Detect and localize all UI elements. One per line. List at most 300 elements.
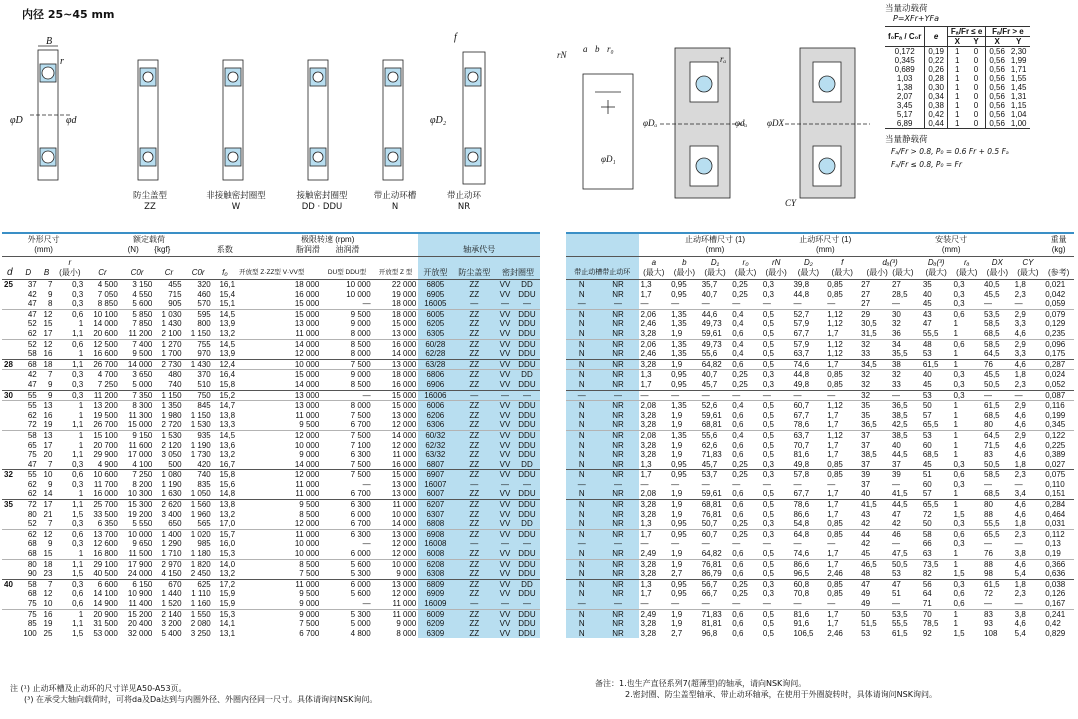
table-cell: 1,35 — [669, 309, 700, 319]
table-cell: 16 000 — [373, 339, 419, 349]
table-cell: — — [362, 539, 371, 549]
table-cell: 1 190 — [161, 479, 182, 489]
table-cell: 9 000 — [396, 569, 417, 579]
table-cell: 55 — [18, 401, 39, 411]
table-cell: 15,1 — [219, 299, 236, 309]
bore-cell — [2, 629, 18, 639]
table-cell: 1 440 — [161, 589, 182, 599]
table-cell: 58 — [27, 349, 37, 359]
table-cell: 0,042 — [1045, 289, 1066, 299]
static-formula-1: Fₐ/Fr > 0.8, P₀ = 0.6 Fr + 0.5 Fₐ — [891, 147, 1009, 156]
table-cell: 1,8 — [1014, 280, 1026, 289]
table-cell: 7 350 — [120, 390, 155, 401]
table-cell: 51,5 — [861, 619, 877, 629]
bore-cell — [2, 420, 18, 430]
table-cell: 25 — [43, 628, 53, 638]
table-cell: DDU — [514, 589, 540, 599]
table-cell: 595 — [184, 309, 213, 319]
table-cell: 8 — [47, 299, 53, 309]
table-cell: 82 — [922, 569, 932, 579]
table-cell: 0,5 — [761, 609, 792, 619]
table-cell: — — [598, 299, 639, 309]
table-cell: — — [669, 390, 700, 401]
table-cell: 47,5 — [891, 549, 908, 559]
table-cell: 96,8 — [701, 628, 718, 638]
table-cell: 5,4 — [1014, 628, 1026, 638]
table-cell: 81,6 — [791, 609, 825, 619]
table-cell: 0,5 — [761, 430, 792, 440]
table-cell: 7 500 — [350, 459, 371, 469]
table-cell: 1,9 — [669, 500, 700, 510]
hdr-grease-sub: 开放型 Z·ZZ型 V·VV型 — [237, 257, 321, 280]
table-cell: 13 700 — [85, 529, 120, 539]
table-cell: 1 080 — [154, 470, 183, 480]
table-cell: 0,6 — [953, 589, 965, 599]
table-cell: 0,3 — [54, 579, 85, 589]
table-cell: 1 530 — [190, 420, 211, 430]
table-cell: 1 820 — [184, 559, 213, 569]
table-cell: 11 300 — [128, 410, 153, 420]
table-cell: 970 — [197, 349, 211, 359]
table-cell: 26 700 — [93, 420, 118, 430]
table-row — [2, 519, 540, 529]
table-cell: 4,6 — [1014, 410, 1026, 420]
table-cell: 15,4 — [219, 289, 236, 299]
table-cell: 75 — [27, 599, 37, 608]
table-cell: 0,25 — [730, 579, 761, 589]
table-cell: 6208 — [418, 559, 452, 569]
table-cell: 0,151 — [1045, 489, 1066, 499]
table-cell: 7 850 — [132, 319, 153, 329]
table-cell: NR — [598, 579, 639, 589]
table-cell: — — [362, 479, 371, 489]
table-row — [2, 420, 540, 430]
table-cell: 0,235 — [1045, 328, 1066, 338]
table-cell: 0,6 — [730, 559, 761, 569]
table-cell: 0,3 — [951, 390, 982, 401]
table-cell: — — [891, 599, 900, 608]
table-cell: 15 200 — [120, 609, 155, 619]
table-cell: 22 000 — [391, 280, 417, 289]
table-cell: 62 — [27, 328, 37, 338]
table-cell: 1 — [953, 410, 958, 420]
table-row — [2, 430, 540, 440]
table-cell: 1 560 — [184, 500, 213, 510]
table-cell: 4,6 — [1013, 559, 1044, 569]
label-b: b — [595, 44, 600, 54]
table-cell: 80 — [984, 420, 993, 430]
table-cell: 0,5 — [761, 339, 792, 349]
table-cell: 0,5 — [762, 420, 774, 430]
table-row — [566, 339, 1074, 349]
table-cell: 15 000 — [237, 370, 321, 380]
table-cell: 50,7 — [701, 519, 718, 529]
table-cell: 9 — [39, 390, 55, 401]
table-cell: 1,9 — [671, 328, 683, 338]
table-cell: 1 700 — [161, 349, 182, 359]
table-cell: 60/32 — [418, 430, 452, 440]
dyn-load-cell: 0,22 — [925, 56, 948, 65]
table-cell: 40 — [861, 489, 871, 499]
table-cell: 7 050 — [97, 289, 118, 299]
hdr-a: a (最大) — [639, 257, 670, 280]
table-cell: NR — [598, 519, 639, 529]
table-cell: — — [566, 299, 598, 309]
table-cell: 38,5 — [861, 450, 877, 460]
table-row — [566, 470, 1074, 480]
table-cell: 0,464 — [1045, 509, 1066, 519]
table-cell: — — [793, 479, 802, 489]
dyn-load-cell: 0,56 — [989, 83, 1005, 92]
table-cell: 6 150 — [120, 579, 155, 589]
hdr-groove: 止动环槽尺寸 (1) (mm) — [639, 233, 792, 257]
table-cell: 62,6 — [701, 440, 718, 450]
table-cell: N — [566, 500, 598, 510]
table-cell: 16 800 — [93, 549, 118, 559]
table-cell: N — [566, 420, 598, 430]
table-cell: 10 000 — [294, 549, 320, 559]
table-cell: 16 — [43, 349, 53, 359]
table-cell: 10 100 — [85, 309, 120, 319]
table-cell: 1 — [54, 430, 85, 440]
table-row — [566, 319, 1074, 329]
table-cell: 2 140 — [154, 609, 183, 619]
table-row — [2, 559, 540, 569]
table-cell: 0,175 — [1045, 349, 1066, 359]
dyn-load-cell: 1 — [955, 92, 960, 101]
table-row — [566, 500, 1074, 510]
table-cell: 13,2 — [219, 328, 236, 338]
table-cell: NR — [598, 510, 639, 520]
table-cell: 15,3 — [219, 549, 236, 559]
table-cell: 56 — [921, 579, 952, 589]
table-cell: — — [496, 299, 514, 309]
table-cell: 6308 — [418, 569, 452, 579]
table-cell: 8 200 — [132, 479, 153, 489]
table-cell: 9 500 — [299, 420, 320, 430]
table-cell: 0,85 — [825, 579, 859, 589]
table-cell: 3 250 — [190, 628, 211, 638]
table-cell: 1,1 — [72, 420, 84, 430]
table-cell: — — [598, 599, 639, 609]
table-cell: VV — [496, 420, 514, 430]
table-cell: 16006 — [418, 390, 452, 401]
table-cell: 59,61 — [701, 410, 722, 420]
table-cell: 0,85 — [825, 370, 859, 380]
table-cell: 1 — [951, 359, 982, 370]
label-d: φd — [66, 115, 77, 126]
table-cell: 1 150 — [190, 328, 211, 338]
table-cell: 0,096 — [1043, 339, 1074, 349]
table-cell: — — [701, 299, 710, 309]
table-cell: 8 000 — [321, 401, 372, 411]
table-cell: 565 — [197, 519, 211, 529]
table-cell: 62 — [27, 479, 37, 489]
bore-cell — [2, 510, 18, 520]
table-cell: 0,829 — [1045, 628, 1066, 638]
table-cell: 16 600 — [93, 349, 118, 359]
bearing-drawings — [10, 28, 510, 208]
table-cell: 0,95 — [669, 470, 700, 480]
table-cell: 1,7 — [827, 619, 839, 629]
table-cell: 1,1 — [72, 619, 84, 629]
table-cell: 44,5 — [891, 450, 908, 460]
dyn-load-cell: 1,71 — [1010, 65, 1027, 74]
table-cell: 1,7 — [827, 489, 839, 499]
table-cell: — — [793, 539, 802, 549]
table-cell: 76,81 — [700, 559, 731, 569]
table-cell: 0,25 — [732, 289, 748, 299]
table-row — [2, 280, 540, 290]
table-cell: 3 400 — [161, 509, 182, 519]
table-cell: — — [762, 479, 771, 489]
table-cell: 15 000 — [373, 470, 419, 480]
table-row — [566, 370, 1074, 380]
dyn-load-cell: 0,26 — [925, 65, 948, 74]
table-row — [2, 390, 540, 401]
table-cell: VV — [496, 529, 514, 539]
dynamic-formula: P=XFr+YFa — [893, 14, 939, 23]
table-cell: 8 000 — [396, 628, 417, 638]
table-cell: DDU — [514, 401, 540, 411]
table-cell: 13 000 — [373, 579, 419, 589]
dyn-load-row — [885, 74, 1030, 83]
col-e: e — [925, 27, 948, 47]
table-cell: 2,9 — [1013, 339, 1044, 349]
table-cell: 68,81 — [701, 420, 722, 430]
table-cell: 6 000 — [321, 579, 372, 589]
table-cell: 1,7 — [825, 559, 859, 569]
table-cell: 0,287 — [1043, 359, 1074, 370]
hdr-CY: CY (最大) — [1013, 257, 1044, 280]
table-cell: 1 980 — [161, 410, 182, 420]
table-cell: N — [566, 349, 598, 359]
dyn-load-cell: 0 — [967, 74, 986, 83]
table-cell: 0,3 — [762, 589, 774, 599]
bore-cell — [2, 480, 18, 490]
table-cell: 8 000 — [350, 349, 371, 359]
table-cell: 52 — [18, 339, 39, 349]
table-cell: 60 — [922, 440, 932, 450]
table-cell: NR — [598, 359, 639, 370]
table-cell: 6808 — [418, 519, 452, 529]
hdr-B: B — [39, 257, 55, 280]
table-cell: — — [640, 479, 649, 489]
table-cell: 0,6 — [951, 339, 982, 349]
table-cell: DD — [514, 579, 540, 589]
table-cell: 17,0 — [219, 519, 236, 529]
table-cell: 1,7 — [825, 609, 859, 619]
table-cell: 38 — [890, 359, 921, 370]
table-cell: 50,5 — [984, 379, 1000, 389]
table-cell: 13 000 — [237, 390, 321, 401]
table-cell: 53,7 — [700, 470, 731, 480]
table-row — [2, 290, 540, 300]
table-cell: 3,28 — [640, 440, 657, 450]
table-cell: 12 000 — [391, 549, 417, 559]
table-cell: 33 — [861, 349, 871, 359]
table-cell: 0,345 — [1045, 420, 1066, 430]
table-cell: 3,8 — [1014, 549, 1026, 559]
table-cell: 0,6 — [54, 470, 85, 480]
table-cell: 3,4 — [1014, 489, 1026, 499]
hdr-r: r (最小) — [54, 257, 85, 280]
dyn-load-cell: 0,38 — [925, 101, 948, 110]
dyn-load-cell: 0,44 — [925, 119, 948, 129]
table-cell: ZZ — [452, 290, 496, 300]
dyn-load-cell: 1 — [955, 110, 960, 119]
table-cell: N — [566, 589, 598, 599]
table-cell: 59,61 — [701, 489, 722, 499]
table-cell: 2,08 — [639, 401, 670, 411]
table-cell: 0,5 — [761, 401, 792, 411]
table-cell: 0,3 — [953, 479, 965, 489]
table-cell: 13 200 — [85, 401, 120, 411]
table-cell: 50 — [921, 401, 952, 411]
table-cell: 70,7 — [793, 440, 810, 450]
bore-cell — [2, 411, 18, 421]
table-row — [566, 599, 1074, 609]
table-cell: — — [452, 599, 496, 609]
table-cell: 8 000 — [350, 328, 371, 338]
table-cell: 55,5 — [984, 519, 1000, 529]
table-cell: VV — [496, 349, 514, 359]
table-cell: 11 000 — [392, 450, 417, 460]
table-cell: 58,5 — [984, 319, 1000, 329]
table-cell: — — [984, 299, 993, 309]
table-cell: 68,5 — [984, 489, 1000, 499]
table-cell: 35 — [922, 280, 932, 289]
table-cell: 0,079 — [1043, 309, 1074, 319]
table-cell: NR — [598, 609, 639, 619]
table-cell: 6206 — [418, 411, 452, 421]
table-cell: 0,25 — [732, 519, 748, 529]
table-cell: 0,4 — [730, 430, 761, 440]
table-cell: 0,199 — [1045, 410, 1066, 420]
table-cell: 1,7 — [640, 589, 652, 599]
table-cell: 68 — [18, 359, 39, 370]
dyn-load-row — [885, 92, 1030, 101]
table-cell: — — [891, 479, 900, 489]
bore-cell — [2, 489, 18, 499]
table-cell: 0,25 — [730, 470, 761, 480]
hdr-da: dₐ(³) (最小) (最大) — [859, 257, 921, 280]
table-cell: VV — [496, 329, 514, 339]
table-cell: 58,5 — [982, 339, 1013, 349]
dyn-load-cell: 0,172 — [885, 47, 925, 57]
table-cell: — — [793, 299, 802, 309]
table-cell: VV — [496, 370, 514, 380]
table-row — [566, 390, 1074, 401]
table-cell: 1,5 — [953, 569, 965, 579]
table-cell: 49,73 — [701, 319, 722, 329]
table-cell: 12 000 — [294, 519, 320, 529]
table-cell: 64,82 — [700, 359, 731, 370]
table-cell: — — [791, 390, 825, 401]
table-cell: 1,12 — [825, 401, 859, 411]
table-cell: 1,35 — [671, 319, 687, 329]
footnote-3: (³) 在承受大轴向载荷时，可将da及Da达到与内圈外径、外圈内径同一尺寸。具体请询问NSK询问。 — [24, 695, 378, 704]
table-cell: 9 500 — [132, 349, 153, 359]
table-cell: 3,8 — [1013, 609, 1044, 619]
table-cell: 74,6 — [793, 549, 810, 559]
table-cell: 52 — [27, 519, 37, 529]
table-cell: 935 — [184, 430, 213, 440]
table-cell: — — [732, 539, 741, 549]
table-cell: 34 — [890, 339, 921, 349]
table-cell: 91,6 — [793, 619, 810, 629]
table-cell: 0,636 — [1045, 569, 1066, 579]
table-cell: 42 — [861, 519, 871, 529]
table-cell: DDU — [514, 529, 540, 539]
table-cell: 0,3 — [54, 370, 85, 380]
table-cell: 1,3 — [639, 370, 670, 380]
table-cell: 7 250 — [97, 379, 118, 389]
table-cell: VV — [496, 629, 514, 639]
table-cell: 750 — [184, 390, 213, 401]
bore-cell — [2, 299, 18, 309]
table-cell: — — [762, 299, 771, 309]
table-cell: 44,8 — [793, 289, 810, 299]
table-cell: — — [827, 599, 836, 608]
bore-cell — [2, 599, 18, 609]
dyn-load-cell: 0 — [967, 101, 986, 110]
table-cell: 14,1 — [219, 619, 236, 629]
table-cell: 80 — [27, 509, 37, 519]
table-cell: 0,5 — [762, 628, 774, 638]
table-cell: — — [827, 479, 836, 489]
dyn-load-cell: 0,56 — [989, 74, 1005, 83]
table-cell: 0,075 — [1043, 470, 1074, 480]
table-cell: 45,5 — [984, 289, 1000, 299]
table-cell: 68,5 — [984, 410, 1000, 420]
table-cell: 905 — [168, 299, 182, 309]
table-cell: 49,8 — [793, 379, 810, 389]
table-cell: 1 150 — [154, 390, 183, 401]
table-cell: — — [671, 539, 680, 549]
table-cell: 10 000 — [294, 539, 320, 549]
table-cell: 61,5 — [982, 579, 1013, 589]
table-cell: NR — [598, 420, 639, 430]
table-cell: 13 000 — [391, 479, 417, 489]
table-cell: ZZ — [452, 510, 496, 520]
hdr-install: 安装尺寸 (mm) — [859, 233, 1043, 257]
table-cell: NR — [598, 430, 639, 440]
table-cell: ZZ — [452, 401, 496, 411]
table-row — [566, 380, 1074, 390]
table-cell: 12 — [39, 309, 55, 319]
table-cell: 8 850 — [97, 299, 118, 309]
bore-cell — [2, 460, 18, 470]
table-row — [566, 420, 1074, 430]
table-cell: 2 730 — [154, 359, 183, 370]
table-cell: 88 — [984, 509, 993, 519]
table-cell: DDU — [514, 309, 540, 319]
table-cell: — — [1014, 479, 1023, 489]
table-cell: 14 900 — [93, 599, 118, 608]
table-cell: 0,6 — [732, 420, 744, 430]
table-cell: 0,6 — [732, 328, 744, 338]
table-cell: 83 — [982, 609, 1013, 619]
label-DX: φDX — [767, 118, 784, 128]
table-cell: 16 — [43, 410, 53, 420]
table-cell: 44 — [859, 529, 890, 539]
table-row — [566, 280, 1074, 290]
hdr-r0: r₀ (最大) — [730, 257, 761, 280]
table-cell: 7 500 — [321, 470, 372, 480]
table-cell: 16 000 — [93, 489, 118, 499]
table-cell: 15 300 — [120, 500, 155, 510]
